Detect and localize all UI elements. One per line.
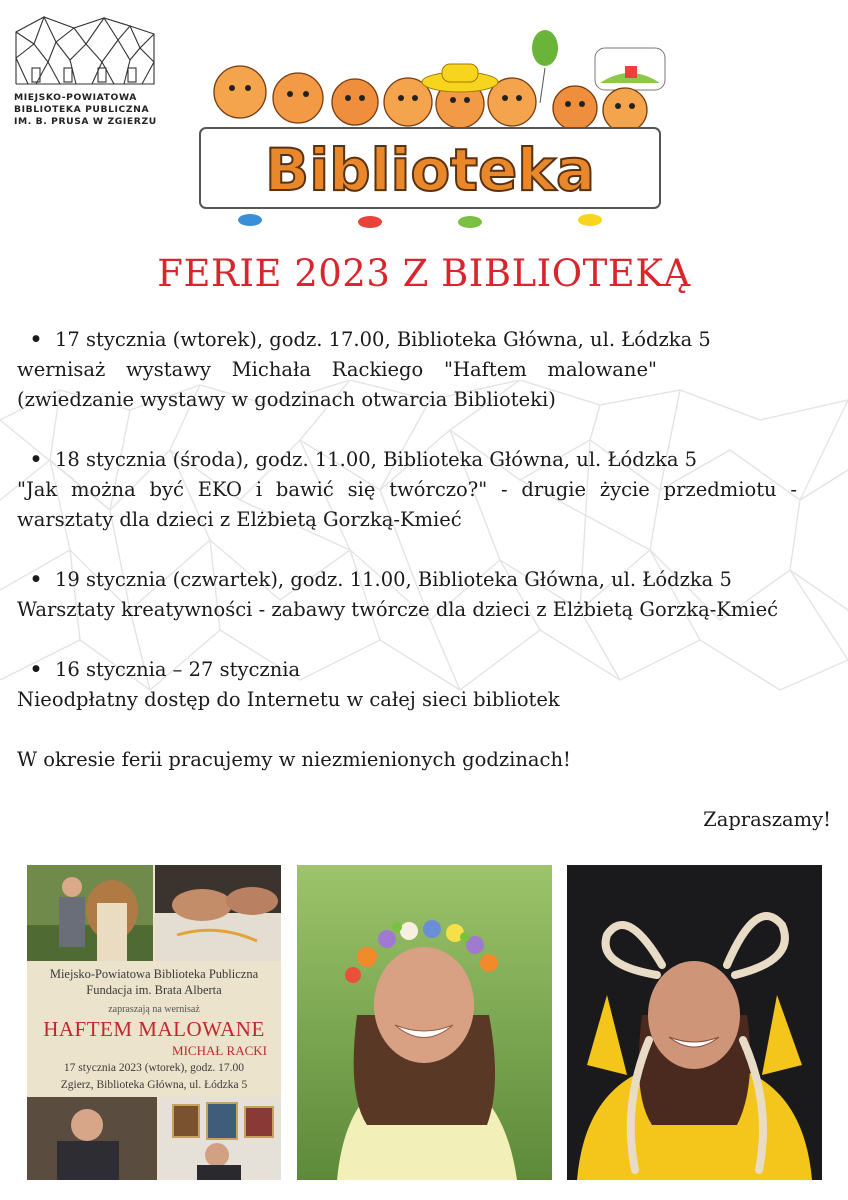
poster-date: 17 stycznia 2023 (wtorek), godz. 17.00 [63, 1062, 245, 1074]
event-description: Warsztaty kreatywności - zabawy twórcze dla dzieci z Elżbietą Gorzką-Kmieć [17, 598, 779, 621]
photo-strip [27, 865, 822, 1180]
exhibition-poster [27, 865, 281, 1180]
logo-line: MIEJSKO-POWIATOWA [14, 92, 137, 103]
event-description: Nieodpłatny dostęp do Internetu w całej sieci bibliotek [17, 688, 560, 711]
poster-place: Zgierz, Biblioteka Główna, ul. Łódzka 5 [60, 1079, 248, 1091]
poster-title: HAFTEM MALOWANE [43, 1017, 265, 1041]
event-description: wernisaż wystawy Michała Rackiego "Haftem malowane" (zwiedzanie wystawy w godzinach otwarcia Biblioteki) [17, 358, 657, 411]
page-title: FERIE 2023 Z BIBLIOTEKĄ [157, 252, 691, 295]
event-item [17, 325, 833, 415]
logo-line: BIBLIOTEKA PUBLICZNA [14, 104, 150, 115]
event-date-line: 17 stycznia (wtorek), godz. 17.00, Biblioteka Główna, ul. Łódzka 5 [55, 328, 711, 351]
bullet: • [29, 568, 43, 591]
banner-word: Biblioteka [265, 136, 595, 204]
library-logo [14, 14, 159, 128]
library-building-icon [14, 14, 156, 86]
poster-top-photos [27, 865, 281, 961]
children-library-banner [170, 28, 680, 233]
event-item [17, 565, 833, 625]
event-date-line: 18 stycznia (środa), godz. 11.00, Biblioteka Główna, ul. Łódzka 5 [55, 448, 698, 471]
event-description: "Jak można być EKO i bawić się twórczo?" - drugie życie przedmiotu - warsztaty dla dzieci z Elżbietą Gorzką-Kmieć [17, 478, 797, 531]
opening-hours-notice: W okresie ferii pracujemy w niezmienionych godzinach! [17, 748, 571, 771]
event-item [17, 445, 833, 535]
poster-invite-line: zapraszają na wernisaż [108, 1004, 200, 1015]
event-item [17, 655, 833, 715]
poster-org: Fundacja im. Brata Alberta [86, 983, 222, 997]
photo-woman-rope-braids [567, 865, 822, 1180]
photo-woman-flower-wreath [297, 865, 552, 1180]
poster-text [27, 961, 281, 1097]
logo-line: IM. B. PRUSA W ZGIERZU [14, 116, 157, 127]
poster-author: MICHAŁ RACKI [172, 1043, 267, 1058]
event-date-line: 19 stycznia (czwartek), godz. 11.00, Biblioteka Główna, ul. Łódzka 5 [55, 568, 732, 591]
bullet: • [29, 328, 43, 351]
poster-bottom-photos [27, 1097, 281, 1180]
event-date-line: 16 stycznia – 27 stycznia [55, 658, 301, 681]
bullet: • [29, 448, 43, 471]
events-list [17, 325, 833, 775]
invite-text: Zapraszamy! [703, 808, 831, 831]
bullet: • [29, 658, 43, 681]
poster-org: Miejsko-Powiatowa Biblioteka Publiczna [49, 967, 259, 981]
